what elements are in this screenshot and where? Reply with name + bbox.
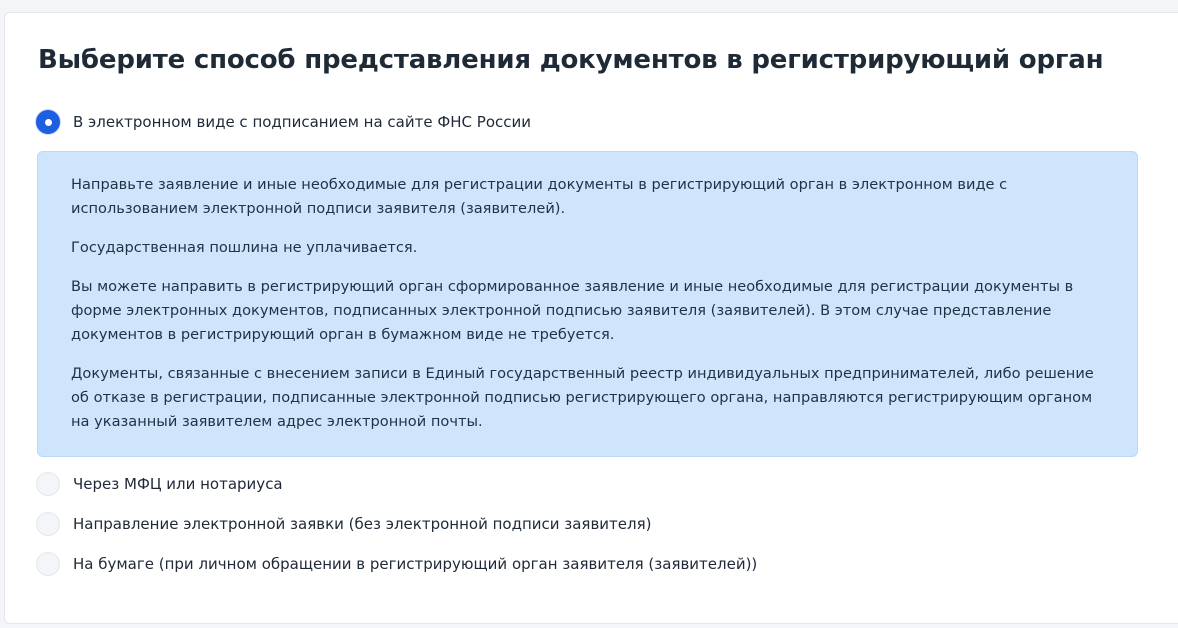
radio-unselected-icon[interactable]	[36, 472, 60, 496]
info-paragraph: Государственная пошлина не уплачивается.	[71, 239, 418, 256]
info-paragraph: Направьте заявление и иные необходимые для регистрации документы в регистрирующий орган в электронном виде с использованием электронной подписи заявителя (заявителей).	[71, 176, 1008, 217]
radio-unselected-icon[interactable]	[36, 512, 60, 536]
option-label: На бумаге (при личном обращении в регистрирующий орган заявителя (заявителей))	[73, 555, 758, 573]
radio-selected-icon[interactable]	[36, 110, 60, 134]
option-electronic-fns[interactable]	[36, 110, 531, 134]
option-paper[interactable]	[36, 552, 757, 576]
option-label: Направление электронной заявки (без электронной подписи заявителя)	[73, 515, 652, 533]
info-panel	[37, 151, 1138, 457]
info-paragraph: Документы, связанные с внесением записи в Единый государственный реестр индивидуальных предпринимателей, либо решение об отказе в регистрации, подписанные электронной подписью регистрирующего органа, направляются регистрирующим органом на указанный заявителем адрес электронной почты.	[71, 365, 1094, 430]
info-paragraph: Вы можете направить в регистрирующий орган сформированное заявление и иные необходимые для регистрации документы в форме электронных документов, подписанных электронной подписью заявителя (заявителей). В этом случае представление документов в регистрирующий орган в бумажном виде не требуется.	[71, 278, 1074, 343]
page-title: Выберите способ представления документов в регистрирующий орган	[38, 45, 1104, 75]
option-label: Через МФЦ или нотариуса	[73, 475, 283, 493]
option-mfc-notary[interactable]	[36, 472, 283, 496]
submission-method-card	[4, 12, 1178, 624]
option-electronic-request[interactable]	[36, 512, 651, 536]
radio-unselected-icon[interactable]	[36, 552, 60, 576]
option-label: В электронном виде с подписанием на сайте ФНС России	[73, 113, 532, 131]
